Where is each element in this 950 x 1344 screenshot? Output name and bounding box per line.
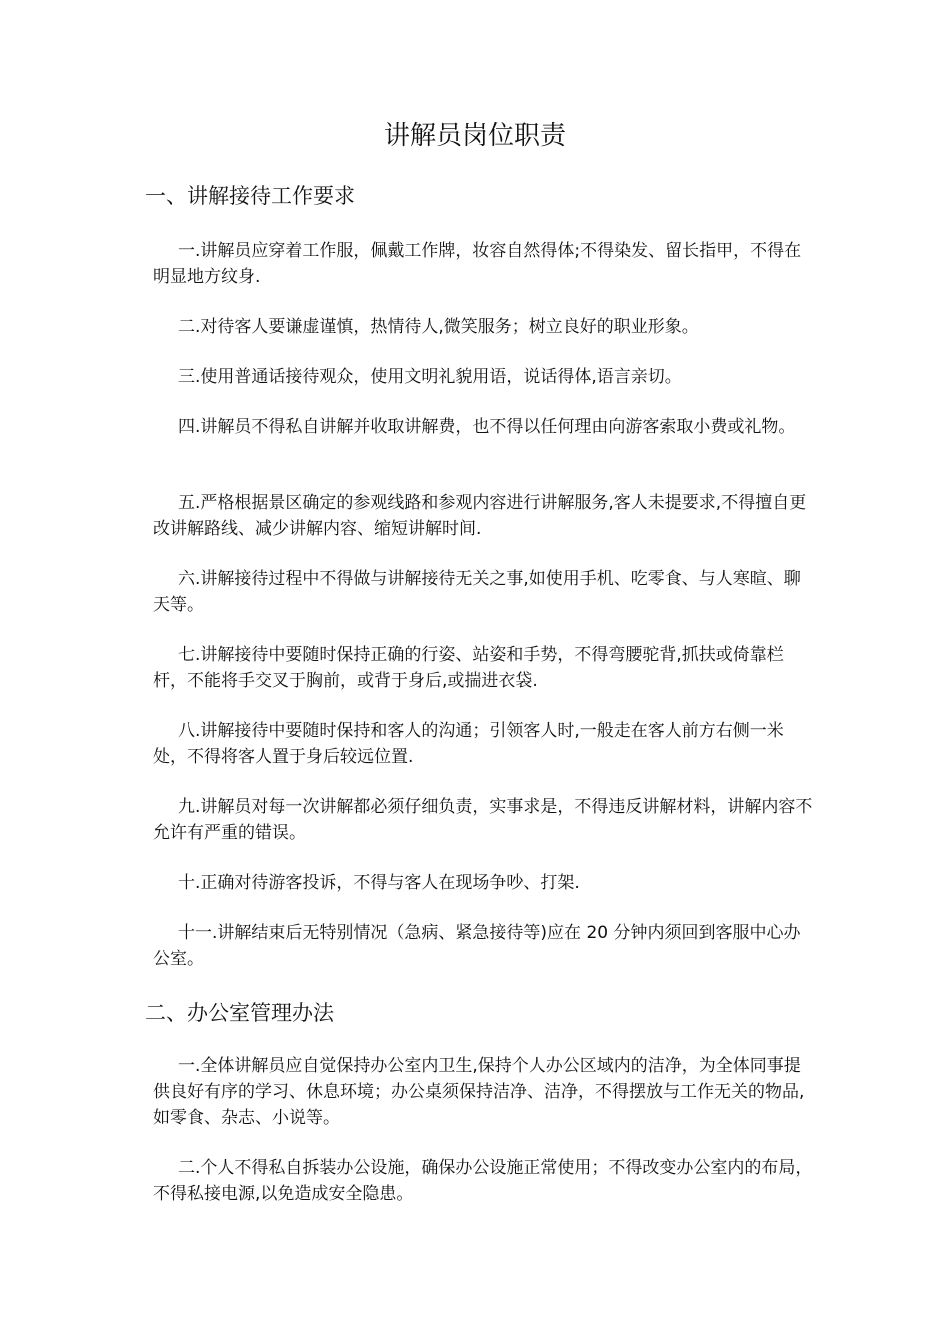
list-item: 十一.讲解结束后无特别情况（急病、紧急接待等)应在 20 分钟内须回到客服中心办公室。 xyxy=(153,923,801,969)
list-item: 六.讲解接待过程中不得做与讲解接待无关之事,如使用手机、吃零食、与人寒暄、聊天等。 xyxy=(153,569,801,615)
list-item: 八.讲解接待中要随时保持和客人的沟通；引领客人时,一般走在客人前方右侧一米处，不得将客人置于身后较远位置. xyxy=(153,721,784,767)
list-item: 三.使用普通话接待观众，使用文明礼貌用语，说话得体,语言亲切。 xyxy=(178,367,682,387)
list-item: 四.讲解员不得私自讲解并收取讲解费，也不得以任何理由向游客索取小费或礼物。 xyxy=(178,417,796,437)
list-item: 十.正确对待游客投诉，不得与客人在现场争吵、打架. xyxy=(178,873,580,893)
list-item: 一.全体讲解员应自觉保持办公室内卫生,保持个人办公区域内的洁净，为全体同事提供良好有序的学习、休息环境；办公桌须保持洁净、洁净，不得摆放与工作无关的物品,如零食、杂志、小说等。 xyxy=(153,1056,805,1128)
list-item: 九.讲解员对每一次讲解都必须仔细负责，实事求是，不得违反讲解材料，讲解内容不允许有严重的错误。 xyxy=(153,797,813,843)
list-item: 一.讲解员应穿着工作服，佩戴工作牌，妆容自然得体;不得染发、留长指甲，不得在明显地方纹身. xyxy=(153,241,802,287)
section-heading-office: 二、办公室管理办法 xyxy=(145,1001,334,1025)
document-title: 讲解员岗位职责 xyxy=(383,121,566,151)
list-item: 五.严格根据景区确定的参观线路和参观内容进行讲解服务,客人未提要求,不得擅自更改讲解路线、减少讲解内容、缩短讲解时间. xyxy=(153,493,807,539)
list-item: 七.讲解接待中要随时保持正确的行姿、站姿和手势，不得弯腰驼背,抓扶或倚靠栏杆，不能将手交叉于胸前，或背于身后,或揣进衣袋. xyxy=(153,645,784,691)
list-item: 二.个人不得私自拆装办公设施，确保办公设施正常使用；不得改变办公室内的布局，不得私接电源,以免造成安全隐患。 xyxy=(153,1158,813,1204)
section-heading-reception: 一、讲解接待工作要求 xyxy=(145,184,355,208)
list-item: 二.对待客人要谦虚谨慎，热情待人,微笑服务；树立良好的职业形象。 xyxy=(178,317,699,337)
